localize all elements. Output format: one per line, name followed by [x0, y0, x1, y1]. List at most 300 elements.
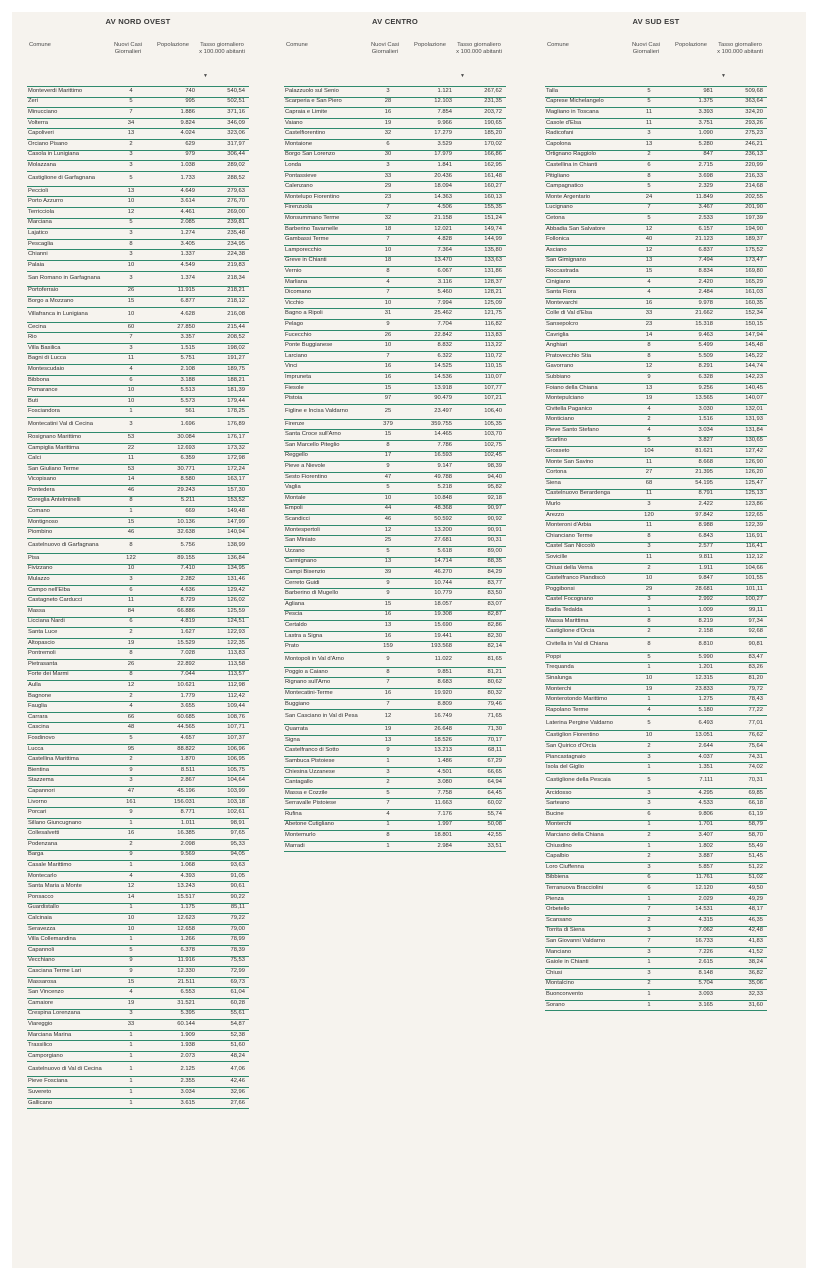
popolazione-cell: 44.565	[149, 723, 201, 734]
nuovi-casi-cell: 8	[113, 649, 149, 660]
sort-arrow-icon[interactable]: ▼	[721, 73, 726, 79]
tasso-cell: 79,46	[458, 699, 506, 710]
popolazione-cell: 3.407	[667, 831, 719, 842]
header-nuovi-casi[interactable]: Nuovi Casi Giornalieri	[631, 42, 661, 55]
comune-cell: Prato	[284, 642, 370, 653]
comune-cell: Pelago	[284, 320, 370, 331]
nuovi-casi-cell: 5	[113, 171, 149, 186]
nuovi-casi-cell: 6	[113, 375, 149, 386]
popolazione-cell: 97.842	[667, 510, 719, 521]
table-row	[545, 521, 767, 532]
table-row	[284, 631, 506, 642]
comune-cell: Barberino Tavarnelle	[284, 224, 370, 235]
comune-cell: Porcari	[27, 808, 113, 819]
popolazione-cell: 7.176	[406, 810, 458, 821]
popolazione-cell: 1.068	[149, 861, 201, 872]
popolazione-cell: 4.295	[667, 788, 719, 799]
nuovi-casi-cell: 40	[631, 235, 667, 246]
table-row	[27, 723, 249, 734]
nuovi-casi-cell: 46	[113, 528, 149, 539]
comune-cell: Montepulciano	[545, 394, 631, 405]
table-row	[545, 341, 767, 352]
nuovi-casi-cell: 2	[113, 139, 149, 150]
table-row	[545, 478, 767, 489]
table-row	[284, 788, 506, 799]
nuovi-casi-cell: 2	[113, 840, 149, 851]
nuovi-casi-cell: 1	[113, 903, 149, 914]
tasso-cell: 138,99	[201, 538, 249, 553]
popolazione-cell: 49.788	[406, 472, 458, 483]
popolazione-cell: 3.827	[667, 436, 719, 447]
header-comune[interactable]: Comune	[286, 42, 308, 48]
comune-cell: Porto Azzurro	[27, 197, 113, 208]
popolazione-cell: 10.848	[406, 493, 458, 504]
popolazione-cell: 2.484	[667, 288, 719, 299]
tasso-cell: 90,91	[458, 525, 506, 536]
tasso-cell: 145,48	[719, 341, 767, 352]
comune-cell: Pratovecchio Stia	[545, 351, 631, 362]
popolazione-cell: 7.226	[667, 947, 719, 958]
comune-cell: Cerreto Guidi	[284, 578, 370, 589]
table-row	[284, 472, 506, 483]
popolazione-cell: 14.714	[406, 557, 458, 568]
comune-cell: Larciano	[284, 351, 370, 362]
nuovi-casi-cell: 2	[631, 150, 667, 161]
comune-cell: Montecatini Val di Cecina	[27, 418, 113, 433]
table-row	[27, 333, 249, 344]
nuovi-casi-cell: 1	[113, 818, 149, 829]
nuovi-casi-cell: 4	[113, 702, 149, 713]
tasso-cell: 103,99	[201, 787, 249, 798]
table-row	[284, 642, 506, 653]
nuovi-casi-cell: 6	[631, 873, 667, 884]
popolazione-cell: 7.111	[667, 773, 719, 788]
nuovi-casi-cell: 16	[370, 108, 406, 119]
nuovi-casi-cell: 47	[370, 472, 406, 483]
nuovi-casi-cell: 8	[370, 267, 406, 278]
popolazione-cell: 28.681	[667, 584, 719, 595]
tasso-cell: 132,01	[719, 404, 767, 415]
nuovi-casi-cell: 13	[370, 557, 406, 568]
table-row	[545, 383, 767, 394]
table-row	[284, 171, 506, 182]
tasso-cell: 48,17	[719, 905, 767, 916]
comune-cell: Badia Tedalda	[545, 606, 631, 617]
table-row	[27, 271, 249, 286]
comune-cell: Gambassi Terme	[284, 235, 370, 246]
nuovi-casi-cell: 12	[631, 245, 667, 256]
tasso-cell: 61,04	[201, 988, 249, 999]
popolazione-cell: 54.195	[667, 478, 719, 489]
nuovi-casi-cell: 2	[631, 852, 667, 863]
header-popolazione[interactable]: Popolazione	[675, 42, 707, 48]
nuovi-casi-cell: 11	[631, 489, 667, 500]
tasso-cell: 64,45	[458, 788, 506, 799]
tasso-cell: 70,31	[719, 773, 767, 788]
popolazione-cell: 3.093	[667, 990, 719, 1001]
tasso-cell: 131,86	[458, 267, 506, 278]
nuovi-casi-cell: 19	[113, 638, 149, 649]
nuovi-casi-cell: 10	[113, 396, 149, 407]
table-row	[284, 810, 506, 821]
popolazione-cell: 1.802	[667, 841, 719, 852]
comune-cell: Firenzuola	[284, 203, 370, 214]
tasso-cell: 149,48	[201, 507, 249, 518]
nuovi-casi-cell: 1	[113, 861, 149, 872]
header-tasso[interactable]: Tasso giornaliero x 100.000 abitanti	[717, 42, 763, 55]
table-row	[545, 742, 767, 753]
nuovi-casi-cell: 1	[113, 1051, 149, 1062]
table-row	[27, 286, 249, 297]
popolazione-cell: 30.771	[149, 464, 201, 475]
tasso-cell: 104,64	[201, 776, 249, 787]
popolazione-cell: 1.351	[667, 763, 719, 774]
tasso-cell: 90,97	[458, 504, 506, 515]
comune-cell: Vicopisano	[27, 475, 113, 486]
comune-cell: Pieve a Nievole	[284, 462, 370, 473]
comune-cell: Cascina	[27, 723, 113, 734]
comune-cell: Anghiari	[545, 341, 631, 352]
comune-cell: Carrara	[27, 712, 113, 723]
table-row	[545, 426, 767, 437]
comune-cell: Chiusi della Verna	[545, 563, 631, 574]
tasso-cell: 105,75	[201, 765, 249, 776]
table-row	[545, 862, 767, 873]
comune-cell: Massa e Cozzile	[284, 788, 370, 799]
comune-cell: Montevarchi	[545, 298, 631, 309]
nuovi-casi-cell: 10	[113, 197, 149, 208]
table-row	[284, 725, 506, 736]
comune-cell: Sillano Giuncugnano	[27, 818, 113, 829]
tasso-cell: 94,40	[458, 472, 506, 483]
comune-cell: Talla	[545, 87, 631, 98]
data-table	[545, 86, 767, 1011]
table-row	[27, 517, 249, 528]
section-title: AV NORD OVEST	[105, 17, 171, 26]
tasso-cell: 160,35	[719, 298, 767, 309]
nuovi-casi-cell: 53	[113, 464, 149, 475]
tasso-cell: 83,47	[719, 652, 767, 663]
tasso-cell: 224,38	[201, 250, 249, 261]
table-row	[27, 903, 249, 914]
table-row	[284, 536, 506, 547]
tasso-cell: 234,95	[201, 239, 249, 250]
table-row	[284, 362, 506, 373]
table-row	[27, 108, 249, 119]
table-row	[545, 404, 767, 415]
popolazione-cell: 13.051	[667, 731, 719, 742]
header-popolazione[interactable]: Popolazione	[414, 42, 446, 48]
nuovi-casi-cell: 1	[113, 1077, 149, 1088]
comune-cell: Barberino di Mugello	[284, 589, 370, 600]
tasso-cell: 176,89	[201, 418, 249, 433]
table-row	[284, 383, 506, 394]
table-row	[27, 787, 249, 798]
comune-cell: Cantagallo	[284, 778, 370, 789]
table-row	[545, 788, 767, 799]
tasso-cell: 112,98	[201, 681, 249, 692]
popolazione-cell: 10.621	[149, 681, 201, 692]
table-row	[545, 171, 767, 182]
table-row	[27, 207, 249, 218]
comune-cell: Zeri	[27, 97, 113, 108]
table-row	[284, 373, 506, 384]
tasso-cell: 48,24	[201, 1051, 249, 1062]
tasso-cell: 51,02	[719, 873, 767, 884]
table-row	[545, 150, 767, 161]
nuovi-casi-cell: 1	[631, 894, 667, 905]
nuovi-casi-cell: 1	[113, 1030, 149, 1041]
tasso-cell: 197,39	[719, 214, 767, 225]
table-row	[545, 595, 767, 606]
nuovi-casi-cell: 16	[370, 610, 406, 621]
table-row	[27, 87, 249, 98]
tasso-cell: 79,72	[719, 684, 767, 695]
comune-cell: Castel San Niccolò	[545, 542, 631, 553]
table-row	[27, 433, 249, 444]
comune-cell: Lastra a Signa	[284, 631, 370, 642]
header-popolazione[interactable]: Popolazione	[157, 42, 189, 48]
comune-cell: Capannoli	[27, 945, 113, 956]
nuovi-casi-cell: 3	[113, 229, 149, 240]
comune-cell: Cavriglia	[545, 330, 631, 341]
nuovi-casi-cell: 3	[631, 752, 667, 763]
nuovi-casi-cell: 2	[631, 415, 667, 426]
tasso-cell: 346,09	[201, 118, 249, 129]
nuovi-casi-cell: 3	[631, 926, 667, 937]
popolazione-cell: 60.144	[149, 1020, 201, 1031]
header-nuovi-casi[interactable]: Nuovi Casi Giornalieri	[113, 42, 143, 55]
tasso-cell: 189,75	[201, 365, 249, 376]
table-row	[545, 277, 767, 288]
tasso-cell: 88,35	[458, 557, 506, 568]
nuovi-casi-cell: 13	[370, 621, 406, 632]
table-row	[545, 87, 767, 98]
tasso-cell: 140,07	[719, 394, 767, 405]
popolazione-cell: 5.211	[149, 496, 201, 507]
table-row	[27, 564, 249, 575]
popolazione-cell: 6.067	[406, 267, 458, 278]
tasso-cell: 162,95	[458, 161, 506, 172]
table-row	[545, 139, 767, 150]
comune-cell: Poppi	[545, 652, 631, 663]
table-row	[27, 496, 249, 507]
popolazione-cell: 9.569	[149, 850, 201, 861]
popolazione-cell: 7.758	[406, 788, 458, 799]
popolazione-cell: 11.916	[149, 956, 201, 967]
popolazione-cell: 14.525	[406, 362, 458, 373]
comune-cell: Massarosa	[27, 977, 113, 988]
header-comune[interactable]: Comune	[29, 42, 51, 48]
table-row	[545, 563, 767, 574]
table-row	[27, 967, 249, 978]
popolazione-cell: 6.378	[149, 945, 201, 956]
comune-cell: Montale	[284, 493, 370, 504]
sort-arrow-icon[interactable]: ▼	[460, 73, 465, 79]
tasso-cell: 113,22	[458, 341, 506, 352]
nuovi-casi-cell: 3	[631, 862, 667, 873]
comune-cell: Agliana	[284, 599, 370, 610]
popolazione-cell: 3.034	[149, 1088, 201, 1099]
nuovi-casi-cell: 1	[113, 507, 149, 518]
tasso-cell: 46,35	[719, 915, 767, 926]
table-row	[545, 663, 767, 674]
popolazione-cell: 8.291	[667, 362, 719, 373]
comune-cell: Stazzema	[27, 776, 113, 787]
popolazione-cell: 2.992	[667, 595, 719, 606]
table-row	[545, 873, 767, 884]
popolazione-cell: 1.696	[149, 418, 201, 433]
table-row	[27, 1051, 249, 1062]
comune-cell: Trassilico	[27, 1041, 113, 1052]
popolazione-cell: 2.355	[149, 1077, 201, 1088]
tasso-cell: 41,52	[719, 947, 767, 958]
header-tasso[interactable]: Tasso giornaliero x 100.000 abitanti	[199, 42, 245, 55]
comune-cell: Peccioli	[27, 186, 113, 197]
comune-cell: San Giovanni Valdarno	[545, 937, 631, 948]
tasso-cell: 191,27	[201, 354, 249, 365]
table-row	[27, 186, 249, 197]
table-row	[27, 670, 249, 681]
tasso-cell: 208,52	[201, 333, 249, 344]
comune-cell: Santa Maria a Monte	[27, 882, 113, 893]
table-row	[27, 755, 249, 766]
comune-cell: Fiesole	[284, 383, 370, 394]
tasso-cell: 125,59	[201, 606, 249, 617]
tasso-cell: 36,82	[719, 968, 767, 979]
header-tasso[interactable]: Tasso giornaliero x 100.000 abitanti	[456, 42, 502, 55]
header-comune[interactable]: Comune	[547, 42, 569, 48]
nuovi-casi-cell: 1	[631, 841, 667, 852]
table-row	[284, 667, 506, 678]
tasso-cell: 188,21	[201, 375, 249, 386]
table-row	[27, 297, 249, 308]
popolazione-cell: 7.994	[406, 298, 458, 309]
table-row	[284, 820, 506, 831]
comune-cell: Rapolano Terme	[545, 705, 631, 716]
tasso-cell: 276,70	[201, 197, 249, 208]
popolazione-cell: 5.618	[406, 546, 458, 557]
tasso-cell: 33,51	[458, 841, 506, 852]
nuovi-casi-cell: 6	[113, 585, 149, 596]
nuovi-casi-cell: 10	[113, 386, 149, 397]
tasso-cell: 32,96	[201, 1088, 249, 1099]
popolazione-cell: 6.843	[667, 531, 719, 542]
popolazione-cell: 4.819	[149, 617, 201, 628]
popolazione-cell: 13.918	[406, 383, 458, 394]
nuovi-casi-cell: 19	[370, 725, 406, 736]
table-row	[545, 752, 767, 763]
nuovi-casi-cell: 16	[631, 298, 667, 309]
table-row	[27, 553, 249, 564]
comune-cell: Rosignano Marittimo	[27, 433, 113, 444]
tasso-cell: 131,93	[719, 415, 767, 426]
tasso-cell: 75,53	[201, 956, 249, 967]
popolazione-cell: 88.822	[149, 744, 201, 755]
popolazione-cell: 17.979	[406, 150, 458, 161]
tasso-cell: 275,23	[719, 129, 767, 140]
table-row	[545, 531, 767, 542]
table-row	[27, 250, 249, 261]
table-row	[27, 1088, 249, 1099]
nuovi-casi-cell: 10	[113, 307, 149, 322]
tasso-cell: 69,73	[201, 977, 249, 988]
table-row	[545, 684, 767, 695]
tasso-cell: 77,22	[719, 705, 767, 716]
comune-cell: Portoferraio	[27, 286, 113, 297]
tasso-cell: 55,61	[201, 1009, 249, 1020]
nuovi-casi-cell: 3	[113, 1009, 149, 1020]
comune-cell: Sesto Fiorentino	[284, 472, 370, 483]
popolazione-cell: 1.201	[667, 663, 719, 674]
tasso-cell: 136,84	[201, 553, 249, 564]
table-row	[27, 988, 249, 999]
comune-cell: Ortignano Raggiolo	[545, 150, 631, 161]
table-row	[27, 892, 249, 903]
table-row	[27, 386, 249, 397]
comune-cell: Orciano Pisano	[27, 139, 113, 150]
tasso-cell: 218,12	[201, 297, 249, 308]
comune-cell: Lucignano	[545, 203, 631, 214]
table-row	[27, 935, 249, 946]
popolazione-cell: 5.395	[149, 1009, 201, 1020]
tasso-cell: 246,21	[719, 139, 767, 150]
table-row	[284, 546, 506, 557]
tasso-cell: 203,72	[458, 108, 506, 119]
tasso-cell: 91,05	[201, 871, 249, 882]
popolazione-cell: 8.219	[667, 616, 719, 627]
comune-cell: Pomarance	[27, 386, 113, 397]
popolazione-cell: 6.877	[149, 297, 201, 308]
popolazione-cell: 9.851	[406, 667, 458, 678]
comune-cell: Rio	[27, 333, 113, 344]
nuovi-casi-cell: 13	[631, 256, 667, 267]
comune-cell: Civitella Paganico	[545, 404, 631, 415]
tasso-cell: 201,90	[719, 203, 767, 214]
sort-arrow-icon[interactable]: ▼	[203, 73, 208, 79]
popolazione-cell: 2.420	[667, 277, 719, 288]
tasso-cell: 181,39	[201, 386, 249, 397]
nuovi-casi-cell: 11	[631, 108, 667, 119]
table-row	[545, 584, 767, 595]
table-row	[284, 515, 506, 526]
tasso-cell: 99,11	[719, 606, 767, 617]
nuovi-casi-cell: 7	[370, 678, 406, 689]
popolazione-cell: 5.857	[667, 862, 719, 873]
nuovi-casi-cell: 9	[370, 652, 406, 667]
tasso-cell: 219,83	[201, 260, 249, 271]
table-row	[284, 256, 506, 267]
popolazione-cell: 18.801	[406, 831, 458, 842]
nuovi-casi-cell: 8	[631, 351, 667, 362]
nuovi-casi-cell: 1	[631, 1000, 667, 1011]
table-row	[545, 937, 767, 948]
table-row	[27, 454, 249, 465]
nuovi-casi-cell: 122	[113, 553, 149, 564]
comune-cell: Capolona	[545, 139, 631, 150]
nuovi-casi-cell: 5	[370, 546, 406, 557]
table-row	[284, 831, 506, 842]
comune-cell: Casole d'Elsa	[545, 118, 631, 129]
nuovi-casi-cell: 14	[631, 330, 667, 341]
comune-cell: Firenze	[284, 419, 370, 430]
comune-cell: Gaiole in Chianti	[545, 958, 631, 969]
popolazione-cell: 14.363	[406, 192, 458, 203]
nuovi-casi-cell: 3	[631, 788, 667, 799]
tasso-cell: 113,83	[458, 330, 506, 341]
header-nuovi-casi[interactable]: Nuovi Casi Giornalieri	[370, 42, 400, 55]
tasso-cell: 160,27	[458, 182, 506, 193]
